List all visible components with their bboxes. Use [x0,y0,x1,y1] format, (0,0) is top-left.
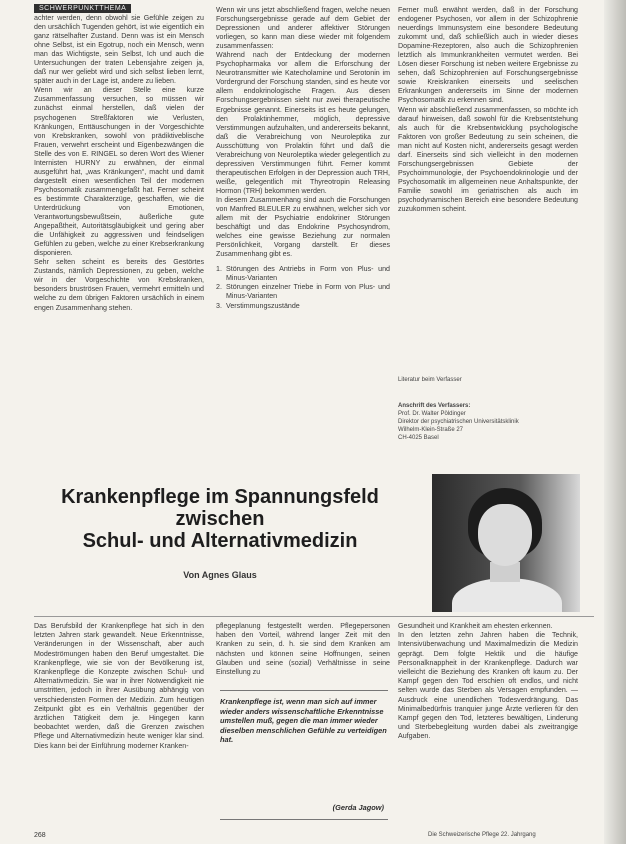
list-number: 2. [216,283,222,292]
article-title-line-1: Krankenpflege im Spannungsfeld [61,486,379,508]
list-text: Störungen einzelner Triebe in Form von Plus- und Minus-Varianten [226,283,390,301]
paragraph: Wenn wir abschließend zusammenfassen, so möchte ich darauf hinweisen, daß sowohl für die Krebsentstehung als auch für die Krebsentwicklung psychologische Faktoren von großer Bedeutung zu sein scheinen, die man nicht auf Kosten nicht, andererseits gesagt werden darf. Einerseits sind sich vielleicht in den modernen Forschungsergebnissen Gebiete der Psychoimmunologie, der Psychoendokrinologie und der Psychosomatik im allgemeinen neue Anhaltspunkte, der Familie sowohl im geriatrischen als auch im psychodynamischen Bereich eine besondere Bedeutung zuzukommen scheint. [398,105,578,214]
list-item [216,302,390,311]
paragraph: In diesem Zusammenhang sind auch die Forschungen von Manfred BLEULER zu erwähnen, welcher sich vor allem mit der Psychiatrie endokriner Störungen beschäftigt und das Endokrine Psychosyndrom, welches eine gewisse Beziehung zur normalen Persönlichkeit, Vorgang darstellt. Er dieses Zusammenhang gibt es. [216,195,390,259]
section-label: SCHWERPUNKTTHEMA [34,4,131,13]
list-number: 3. [216,301,222,310]
divider [34,616,594,617]
quote-text: Krankenpflege ist, wenn man sich auf immer wieder anders wissenschaftliche Erkenntnisse umstellen muß, gegen die man immer wieder dieselben menschlichen Gefühle zu verteidigen hat. [220,697,387,745]
author-portrait-photo [432,474,580,612]
text-column-3 [398,6,578,368]
address-line: Prof. Dr. Walter Pöldinger [398,411,466,417]
address-line: Direktor der psychiatrischen Universitätsklinik [398,419,519,425]
paragraph: Ferner muß erwähnt werden, daß in der Forschung endogener Psychosen, vor allem in der Schizophrenie neuerdings Immunsystem eine besondere Bedeutung zukommt und, daß schließlich auch in wieder dieses Dopamine-Rezeptoren, also auch die Schizophrenien letztlich als Immunkrankheiten vermutet werden. Bei Lösen dieser Forschung ist neben weitere Ergebnisse zu sehen, daß Schizophrenien auf Forschungsergebnisse sowie Kreiskranken einerseits und seelischen Erkrankungen andererseits im Sinne der modernen Psychosomatik zu erkennen sind. [398,6,578,105]
article-title-line-3: Schul- und Alternativmedizin [82,530,358,552]
address-line: CH-4025 Basel [398,435,439,441]
quote-attribution: (Gerda Jagow) [332,803,384,813]
paragraph: Das Berufsbild der Krankenpflege hat sich in den letzten Jahren stark gewandelt. Neue Erkenntnisse, Veränderungen in der Wissenschaft, aber auch Modeströmungen haben den Beruf umgestaltet. Die Krankenpflege, wie sie von der Bevölkerung ist, Krankenpflege die Konzepte zwischen Schul- und Alternativmedizin. Sie war in ihrer Notwendigkeit nie umstritten, jedoch in ihrer Ausübung abhängig von verschiedensten Formen der Medizin. Zum heutigen Zeitpunkt gibt es ein Verhältnis gegenüber der ärztlichen Tätigkeit dem je. Hingegen kann beobachtet werden, daß die Grenzen zwischen Pflege und Alternativmedizin heute weniger klar sind. Dies kann bei der Einführung moderner Kranken- [34,622,204,750]
paragraph: pflegeplanung festgestellt werden. Pflegepersonen haben den Vorteil, während langer Zeit mit den Kranken zu sein, d. h. sie sind dem Kranken am nächsten und können seine Hoffnungen, seinen Glauben und seine (sozial) Verhältnisse in seine Einstellung zu [216,622,390,677]
address-heading: Anschrift des Verfassers: [398,403,471,409]
article-column-1 [34,622,204,832]
page-number: 268 [34,832,46,839]
page-binding-shadow [604,0,626,844]
paragraph: Wenn wir an dieser Stelle eine kurze Zusammenfassung versuchen, so müssen wir zunächst einmal herstellen, daß vielen der psychogenen Streßfaktoren wie Verlusten, Kränkungen, Enttäuschungen in der Vorgeschichte von Krebskranken, sowohl von prädiktiveblische Frauen, verwehrt erscheint und Eigenbezwängen die Stelle des von E. RINGEL so deren Wort des Wiener Internisten HURNY zu erwähnen, der einmal ausgeführt hat, „was Kränkungen“, macht und damit dargestellt einen wesentlichen Teil der modernen Psychosomatik zusammengefaßt hat. Ferner scheint es bestimmte Charakterzüge, geschaffen, wie die Unterdrückung von Emotionen, Verantwortungsbewußtsein, äußerliche gute Angepaßtheit, Autoritätsgläubigkeit und gering aber die Unfähigkeit zu aggressiven und feindseligen Gefühlen zu geben, welche zu einer Krebserkrankung disponieren. [34,86,204,258]
byline: Von Agnes Glaus [183,570,257,580]
list-text: Störungen des Antriebs in Form von Plus- und Minus-Varianten [226,265,390,283]
numbered-list [216,265,390,310]
text-column-2 [216,6,390,394]
paragraph: Wenn wir uns jetzt abschließend fragen, welche neuen Forschungsergebnisse gerade auf dem Gebiet der Depressionen und anderer affektiver Störungen vorliegen, so kann man diese wieder mit folgendem zusammenfassen: [216,6,390,51]
list-text: Verstimmungszustände [226,301,300,310]
article-title-line-2: zwischen [175,508,265,530]
list-item [216,283,390,301]
address-line: Wilhelm-Klein-Straße 27 [398,427,464,433]
article-column-3 [398,622,578,832]
article-column-2 [216,622,390,688]
paragraph: Während nach der Entdeckung der modernen Psychopharmaka vor allem die Erforschung der Neurotransmitter wie Katecholamine und Serotonin im Vordergrund der Forschung standen, sind es heute vor allem endokrinologische Fragen. Aus diesen Forschungsergebnissen sieht nur zwei therapeutische Ergebnisse genannt. Einerseits ist es heute gelungen, den Prolaktinhemmer, möglich, depressive Verstimmungen aufzuhalten, und andererseits bekannt, daß die Verabreichung von Neuroleptika zur Ausschüttung von Prolaktin führt und daß die Verabreichung von Neuroleptika wieder gelegentlich zu depressiven Verstimmungen führt. Ferner kommt therapeutischen Erfolgen in der Depression auch TRH, weiße, gelegentlich mit Thyreotropin Releasing Hormon (TRH) bekommen werden. [216,51,390,195]
text-column-1 [34,14,204,454]
paragraph: achter werden, denn obwohl sie Gefühle zeigen zu den ursächlich Tugenden gehört, ist wie eigentlich ein ganz rätselhafter Zustand. Denn was ist ein Mensch ohne Selbst, ist ein Egotrup, noch ein Mensch, wenn man das Wichtigste, sein Selbst, Ich und auch die Untersuchungen der traten Lebensjahre zeigen ja, daß nur wer geliebt wird und sich selbst lieben lernt, später auch in der Lage ist, andere zu lieben. [34,14,204,86]
list-number: 1. [216,265,222,274]
journal-footer: Die Schweizerische Pflege 22. Jahrgang [428,832,536,838]
pull-quote [220,690,388,820]
author-address [398,402,519,442]
list-item [216,265,390,283]
paragraph: Gesundheit und Krankheit am ehesten erkennen. [398,622,553,630]
paragraph: In den letzten zehn Jahren haben die Technik, Intensivüberwachung und Maximalmedizin die Medizin geprägt. Dem folgte Hektik und die häufige Personalknappheit in der Krankenpflege. Dadurch war vielleicht die Beziehung des Kranken oft kaum zu. Der Kampf gegen den Tod erschien oft endlos, und nicht selten wurde das Sterben als Versagen empfunden. — Ausdruck eine unendlichen Todesverdrängung. Das Minimalbedürfnis tranquier junge Ärzte verlieren für den Kampf gegen den Tod, letzteres bewältigen, Linderung und Sterbebegleitung wurden dabei als zweitrangige Aufgaben. [398,631,578,741]
paragraph: Sehr selten scheint es bereits des Gestörtes Zustands, nämlich Depressionen, zu geben, welche wir in der Vorgeschichte von Krebskranken, besonders bruströsen Frauen, vermehrt ermitteln und welche zu dem übrigen Faktoren ursächlich in einem engen Zusammenhang stehen. [34,258,204,312]
literature-note: Literatur beim Verfasser [398,377,462,383]
